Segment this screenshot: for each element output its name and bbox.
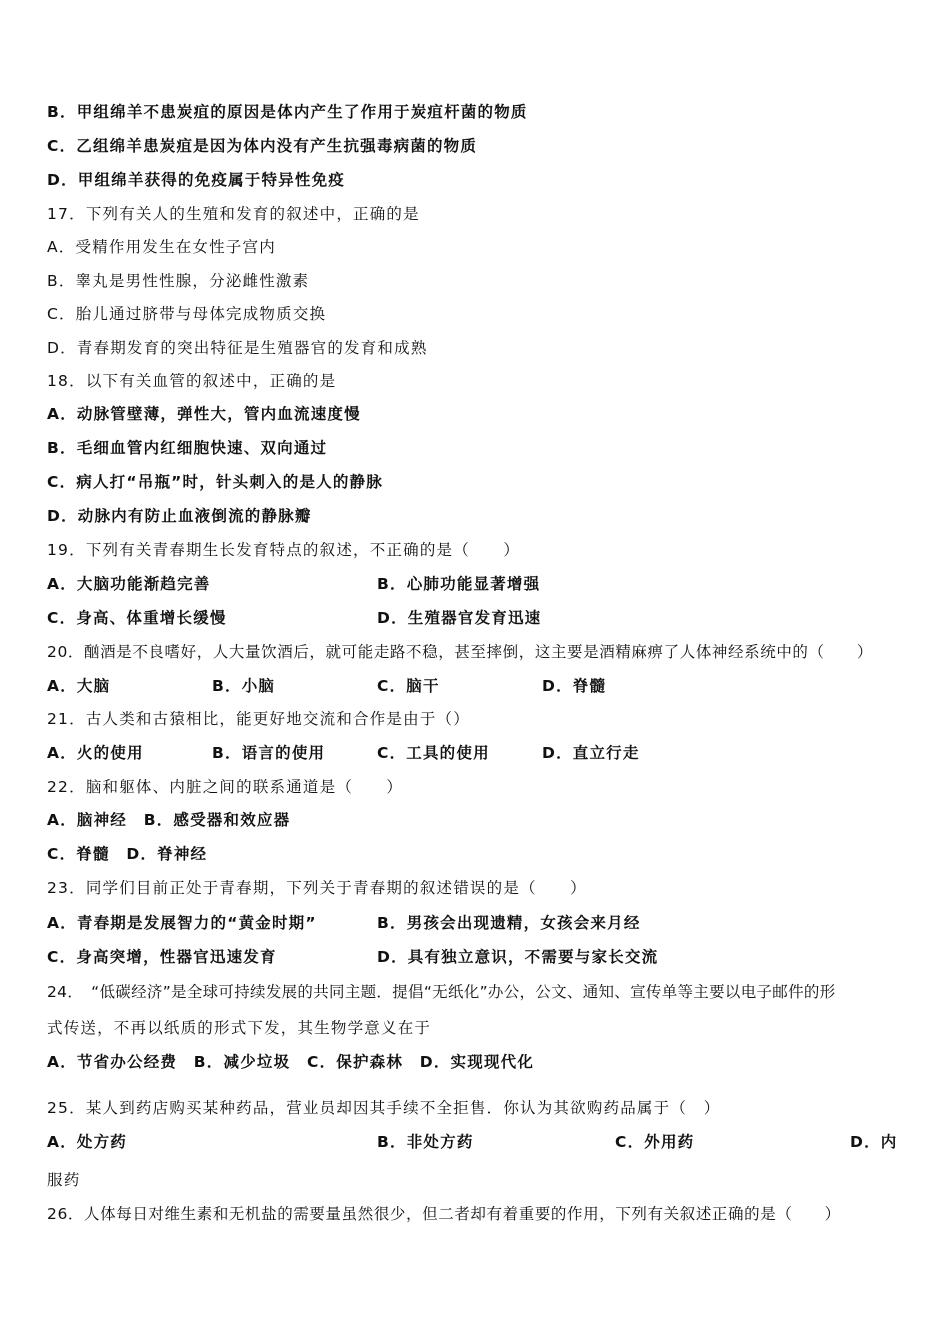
option-25d: D．内 <box>850 1133 898 1151</box>
option-21b: B．语言的使用 <box>212 744 326 762</box>
option-21a: A．火的使用 <box>47 744 144 762</box>
option-20b: B．小脑 <box>212 677 276 695</box>
question-25: 25．某人到药店购买某种药品，营业员却因其手续不全拒售．你认为其欲购药品属于（ ） <box>47 1099 721 1117</box>
option-16b: B．甲组绵羊不患炭疽的原因是体内产生了作用于炭疽杆菌的物质 <box>47 103 528 121</box>
question-21: 21．古人类和古猿相比，能更好地交流和合作是由于（） <box>47 710 470 728</box>
option-18a: A．动脉管壁薄，弹性大，管内血流速度慢 <box>47 405 361 423</box>
option-19a: A．大脑功能渐趋完善 <box>47 575 211 593</box>
option-17b: B．睾丸是男性性腺，分泌雌性激素 <box>47 272 310 290</box>
question-20: 20．酗酒是不良嗜好，人大量饮酒后，就可能走路不稳，甚至摔倒，这主要是酒精麻痹了人体神经系统中的（ ） <box>47 643 873 661</box>
option-20d: D．脊髓 <box>542 677 607 695</box>
option-21d: D．直立行走 <box>542 744 640 762</box>
option-20a: A．大脑 <box>47 677 111 695</box>
option-17d: D．青春期发育的突出特征是生殖器官的发育和成熟 <box>47 339 428 357</box>
question-17: 17．下列有关人的生殖和发育的叙述中，正确的是 <box>47 205 420 223</box>
option-25c: C．外用药 <box>615 1133 695 1151</box>
option-19b: B．心肺功能显著增强 <box>377 575 541 593</box>
options-22cd: C．脊髓 D．脊神经 <box>47 845 208 863</box>
option-16c: C．乙组绵羊患炭疽是因为体内没有产生抗强毒病菌的物质 <box>47 137 478 155</box>
option-17c: C．胎儿通过脐带与母体完成物质交换 <box>47 305 327 323</box>
option-18d: D．动脉内有防止血液倒流的静脉瓣 <box>47 507 312 525</box>
question-19: 19．下列有关青春期生长发育特点的叙述，不正确的是（ ） <box>47 541 521 559</box>
question-22: 22．脑和躯体、内脏之间的联系通道是（ ） <box>47 778 404 796</box>
question-18: 18．以下有关血管的叙述中，正确的是 <box>47 372 337 390</box>
question-23: 23．同学们目前正处于青春期，下列关于青春期的叙述错误的是（ ） <box>47 879 587 897</box>
option-19c: C．身高、体重增长缓慢 <box>47 609 227 627</box>
options-24: A．节省办公经费 B．减少垃圾 C．保护森林 D．实现现代化 <box>47 1053 535 1071</box>
option-23a: A．青春期是发展智力的“黄金时期” <box>47 914 317 932</box>
option-23d: D．具有独立意识，不需要与家长交流 <box>377 948 659 966</box>
option-20c: C．脑干 <box>377 677 440 695</box>
question-26: 26．人体每日对维生素和无机盐的需要量虽然很少，但二者却有着重要的作用，下列有关叙述正确的是（ ） <box>47 1205 841 1223</box>
option-23b: B．男孩会出现遗精，女孩会来月经 <box>377 914 641 932</box>
option-16d: D．甲组绵羊获得的免疫属于特异性免疫 <box>47 171 345 189</box>
option-18c: C．病人打“吊瓶”时，针头刺入的是人的静脉 <box>47 473 383 491</box>
option-19d: D．生殖器官发育迅速 <box>377 609 542 627</box>
option-25a: A．处方药 <box>47 1133 127 1151</box>
question-24-cont: 式传送，不再以纸质的形式下发，其生物学意义在于 <box>47 1019 432 1037</box>
question-24: 24． “低碳经济”是全球可持续发展的共同主题．提倡“无纸化”办公，公文、通知、宣传单等主要以电子邮件的形 <box>47 983 836 1001</box>
option-25d-cont: 服药 <box>47 1171 81 1189</box>
option-21c: C．工具的使用 <box>377 744 490 762</box>
option-25b: B．非处方药 <box>377 1133 474 1151</box>
option-18b: B．毛细血管内红细胞快速、双向通过 <box>47 439 328 457</box>
option-23c: C．身高突增，性器官迅速发育 <box>47 948 277 966</box>
option-17a: A．受精作用发生在女性子宫内 <box>47 238 276 256</box>
options-22ab: A．脑神经 B．感受器和效应器 <box>47 811 291 829</box>
